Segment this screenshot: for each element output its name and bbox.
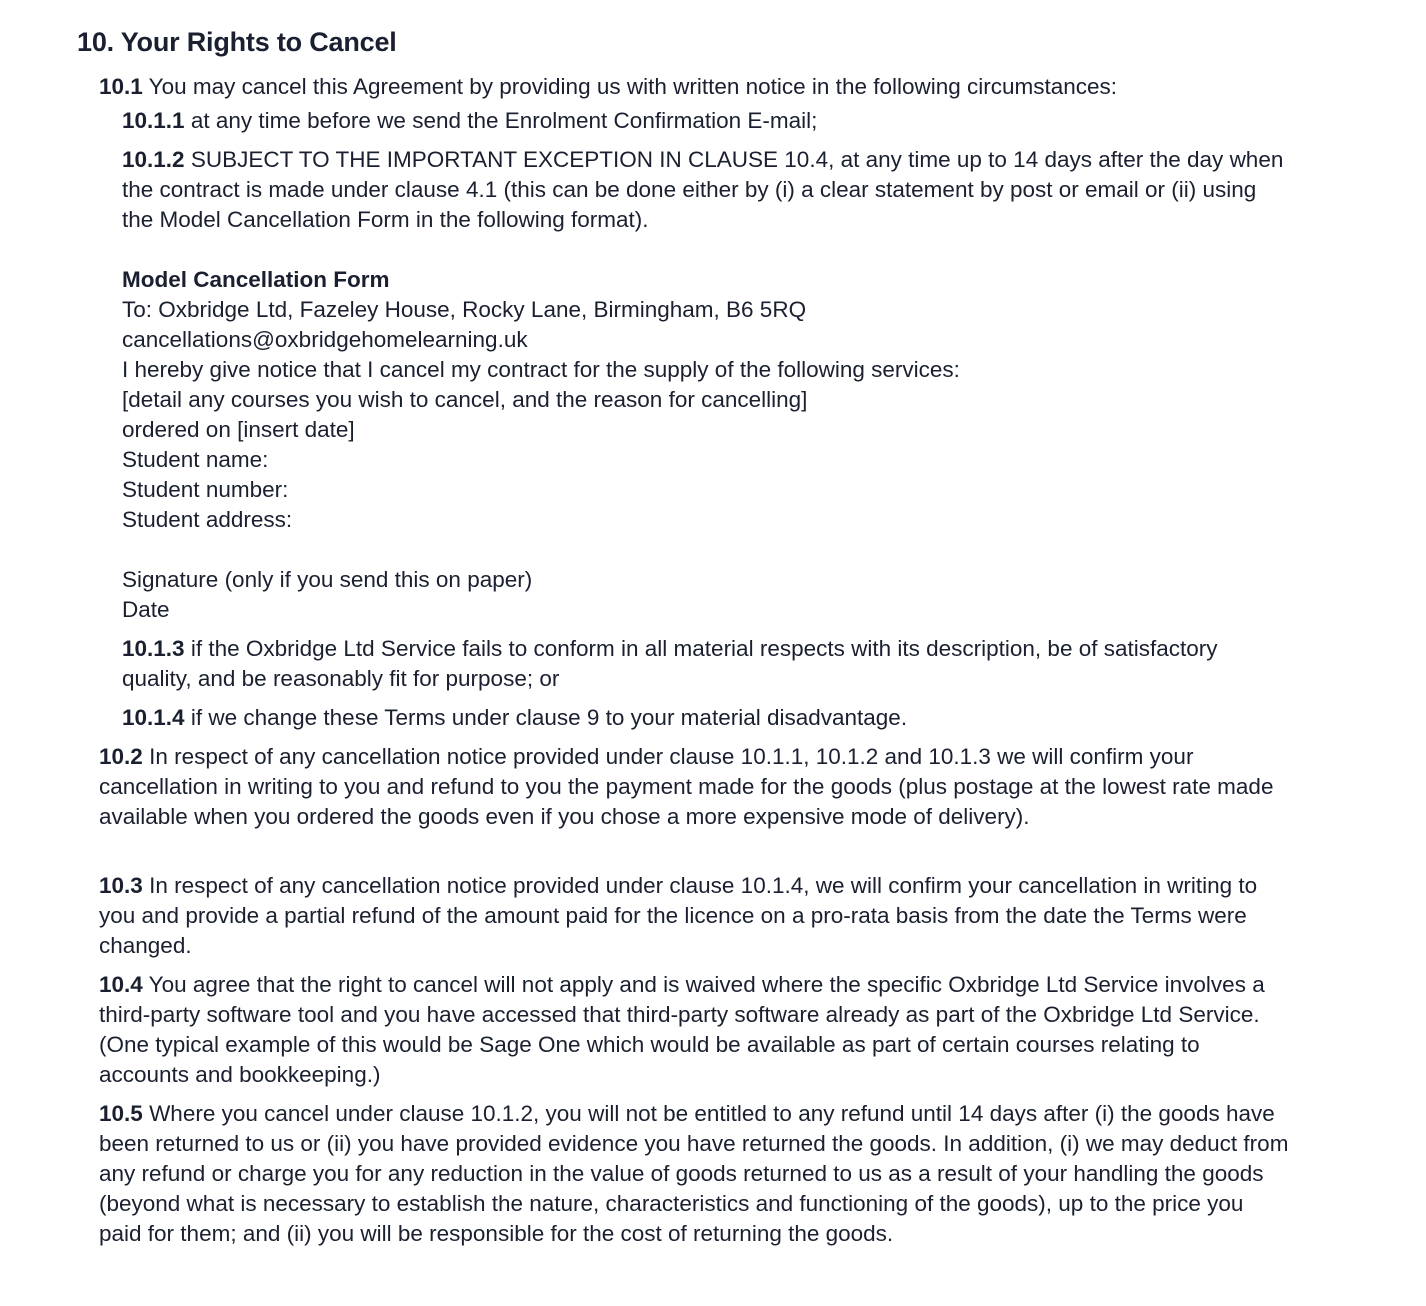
clause-text: You may cancel this Agreement by providing us with written notice in the following circumstances: xyxy=(148,74,1118,99)
clause-text: You agree that the right to cancel will not apply and is waived where the specific Oxbridge Ltd Service involves a third-party software tool and you have accessed that third-party software already as part of the Oxbridge Ltd Service. (One typical example of this would be Sage One which would be available as part of certain courses relating to accounts and bookkeeping.) xyxy=(99,972,1265,1087)
form-signature: Signature (only if you send this on paper) xyxy=(122,567,533,592)
form-student-name: Student name: xyxy=(122,447,269,472)
form-title: Model Cancellation Form xyxy=(122,267,390,292)
form-recipient-address: To: Oxbridge Ltd, Fazeley House, Rocky Lane, Birmingham, B6 5RQ xyxy=(122,297,807,322)
clause-number: 10.1.4 xyxy=(122,705,185,730)
clause-text: if we change these Terms under clause 9 to your material disadvantage. xyxy=(190,705,908,730)
clause-10-1 xyxy=(99,72,1289,102)
clause-10-1-3 xyxy=(122,634,1292,694)
model-cancellation-form xyxy=(122,265,1292,625)
clause-number: 10.1 xyxy=(99,74,143,99)
clause-10-3 xyxy=(99,871,1289,961)
form-date: Date xyxy=(122,597,170,622)
clause-10-1-2 xyxy=(122,145,1292,235)
form-spacer xyxy=(122,535,1292,565)
form-detail-placeholder: [detail any courses you wish to cancel, and the reason for cancelling] xyxy=(122,387,808,412)
clause-10-1-4 xyxy=(122,703,1292,733)
clause-10-2 xyxy=(99,742,1289,832)
clause-number: 10.1.1 xyxy=(122,108,185,133)
clause-text: if the Oxbridge Ltd Service fails to conform in all material respects with its description, be of satisfactory quality, and be reasonably fit for purpose; or xyxy=(122,636,1218,691)
clause-number: 10.1.3 xyxy=(122,636,185,661)
clause-number: 10.5 xyxy=(99,1101,143,1126)
clause-text: at any time before we send the Enrolment Confirmation E-mail; xyxy=(190,108,818,133)
clause-text: In respect of any cancellation notice provided under clause 10.1.1, 10.1.2 and 10.1.3 we will confirm your cancellation in writing to you and refund to you the payment made for the goods (plus postage at the lowest rate made available when you ordered the goods even if you chose a more expensive mode of delivery). xyxy=(99,744,1274,829)
clause-text: SUBJECT TO THE IMPORTANT EXCEPTION IN CLAUSE 10.4, at any time up to 14 days after the day when the contract is made under clause 4.1 (this can be done either by (i) a clear statement by post or email or (ii) using the Model Cancellation Form in the following format). xyxy=(122,147,1284,232)
form-email: cancellations@oxbridgehomelearning.uk xyxy=(122,327,528,352)
section-heading: 10. Your Rights to Cancel xyxy=(77,27,397,57)
form-student-address: Student address: xyxy=(122,507,293,532)
clause-text: Where you cancel under clause 10.1.2, you will not be entitled to any refund until 14 days after (i) the goods have been returned to us or (ii) you have provided evidence you have returned the goods. In addition, (i) we may deduct from any refund or charge you for any reduction in the value of goods returned to us as a result of your handling the goods (beyond what is necessary to establish the nature, characteristics and functioning of the goods), up to the price you paid for them; and (ii) you will be responsible for the cost of returning the goods. xyxy=(99,1101,1289,1246)
clause-10-1-1 xyxy=(122,106,1292,136)
clause-10-5 xyxy=(99,1099,1289,1249)
form-ordered-on: ordered on [insert date] xyxy=(122,417,355,442)
clause-number: 10.2 xyxy=(99,744,143,769)
clause-10-4 xyxy=(99,970,1289,1090)
form-notice: I hereby give notice that I cancel my contract for the supply of the following services: xyxy=(122,357,960,382)
form-student-number: Student number: xyxy=(122,477,289,502)
clause-number: 10.4 xyxy=(99,972,143,997)
clause-text: In respect of any cancellation notice provided under clause 10.1.4, we will confirm your cancellation in writing to you and provide a partial refund of the amount paid for the licence on a pro-rata basis from the date the Terms were changed. xyxy=(99,873,1258,958)
clause-number: 10.3 xyxy=(99,873,143,898)
clause-number: 10.1.2 xyxy=(122,147,185,172)
